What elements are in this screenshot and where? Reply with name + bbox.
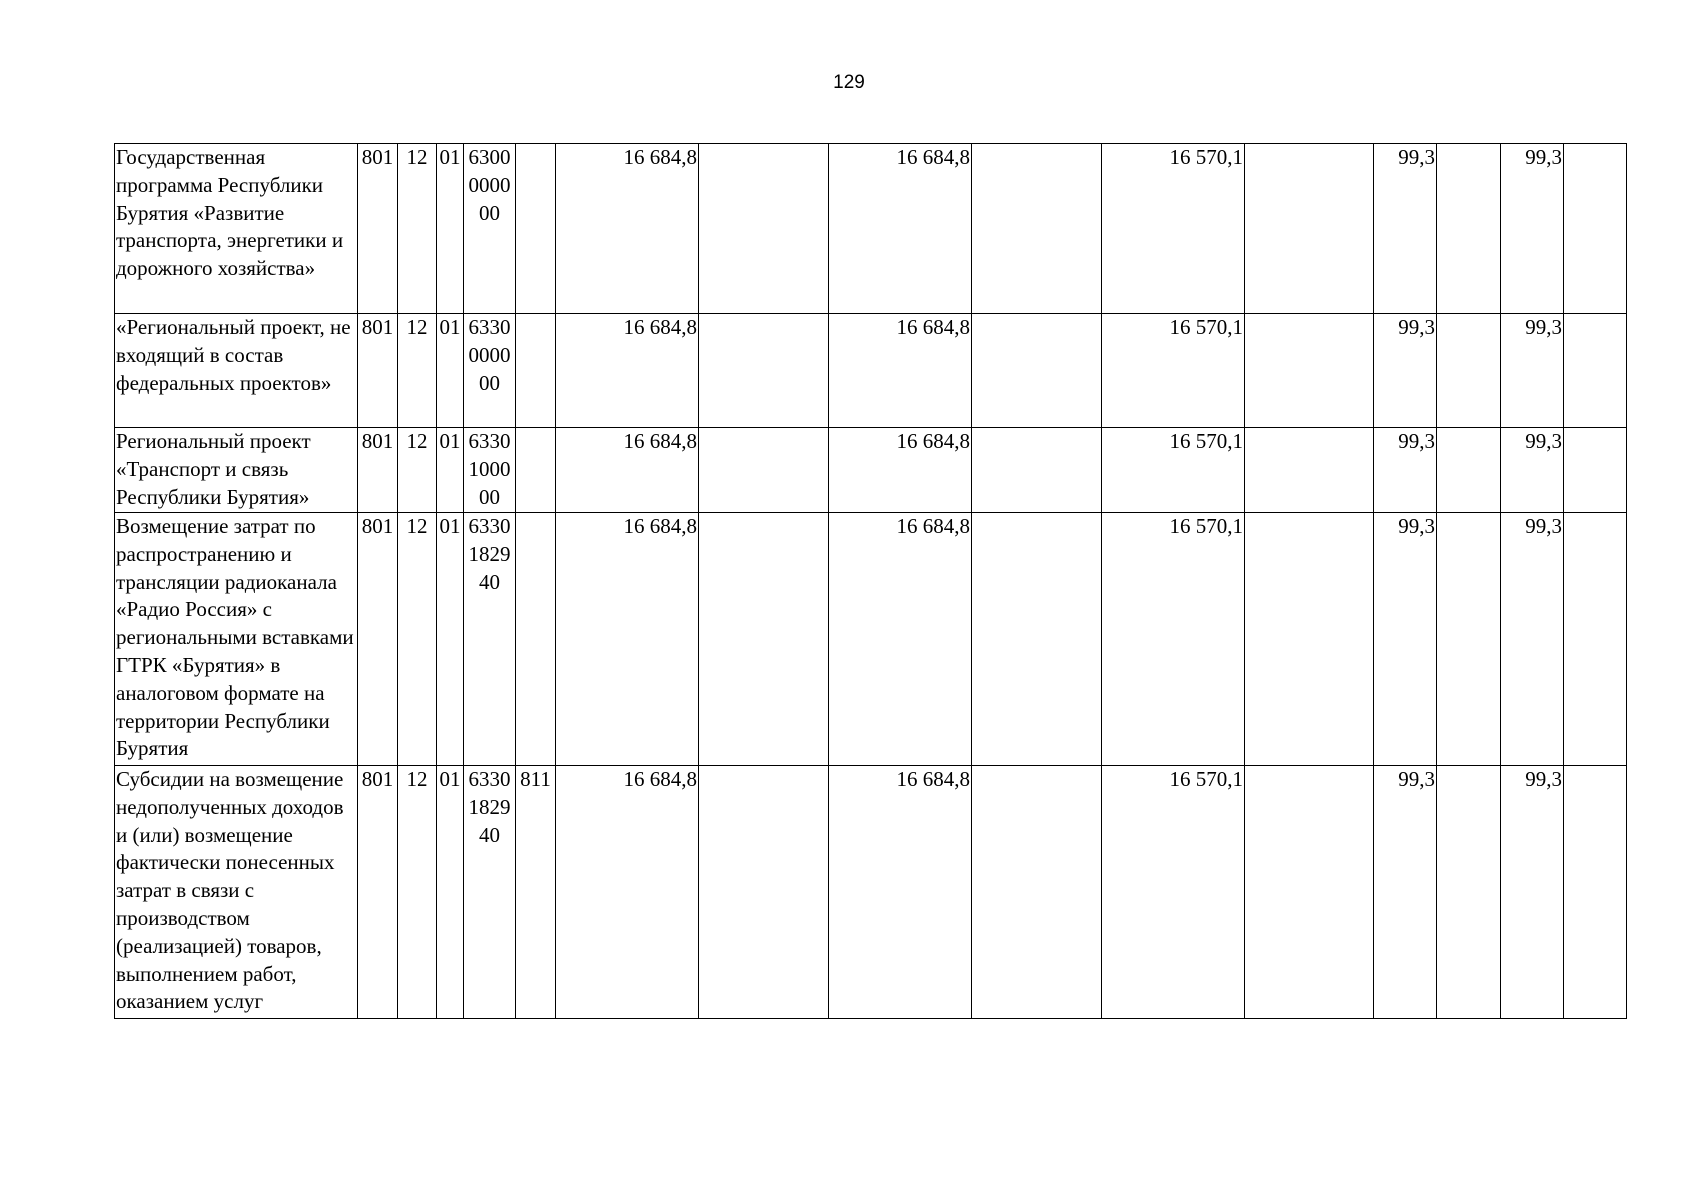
cell-percent-2: 99,3 bbox=[1501, 428, 1564, 513]
cell-empty bbox=[699, 428, 829, 513]
cell-percent-2: 99,3 bbox=[1501, 144, 1564, 314]
cell-rz: 12 bbox=[398, 314, 437, 428]
cell-pr: 01 bbox=[437, 428, 464, 513]
cell-vr bbox=[516, 314, 556, 428]
cell-empty bbox=[1245, 766, 1374, 1019]
cell-csr: 6330182940 bbox=[464, 513, 516, 766]
cell-empty bbox=[1245, 144, 1374, 314]
cell-empty bbox=[1564, 766, 1627, 1019]
cell-empty bbox=[699, 314, 829, 428]
cell-percent-1: 99,3 bbox=[1374, 766, 1437, 1019]
cell-pr: 01 bbox=[437, 766, 464, 1019]
cell-value-1: 16 684,8 bbox=[556, 314, 699, 428]
cell-value-3: 16 570,1 bbox=[1102, 766, 1245, 1019]
cell-gr: 801 bbox=[358, 513, 398, 766]
cell-csr: 6330000000 bbox=[464, 314, 516, 428]
cell-percent-1: 99,3 bbox=[1374, 314, 1437, 428]
cell-empty bbox=[1437, 766, 1501, 1019]
table-row bbox=[115, 314, 1627, 428]
cell-empty bbox=[1437, 314, 1501, 428]
table-row bbox=[115, 428, 1627, 513]
cell-value-1: 16 684,8 bbox=[556, 144, 699, 314]
cell-empty bbox=[1564, 513, 1627, 766]
cell-empty bbox=[1564, 314, 1627, 428]
cell-empty bbox=[1437, 144, 1501, 314]
cell-value-2: 16 684,8 bbox=[829, 144, 972, 314]
cell-csr: 6300000000 bbox=[464, 144, 516, 314]
cell-empty bbox=[1437, 513, 1501, 766]
table-row bbox=[115, 513, 1627, 766]
cell-empty bbox=[1245, 513, 1374, 766]
cell-empty bbox=[1564, 428, 1627, 513]
cell-empty bbox=[972, 144, 1102, 314]
cell-value-3: 16 570,1 bbox=[1102, 428, 1245, 513]
cell-rz: 12 bbox=[398, 766, 437, 1019]
cell-value-2: 16 684,8 bbox=[829, 513, 972, 766]
cell-rz: 12 bbox=[398, 513, 437, 766]
cell-empty bbox=[1437, 428, 1501, 513]
cell-pr: 01 bbox=[437, 513, 464, 766]
cell-empty bbox=[1245, 314, 1374, 428]
cell-value-1: 16 684,8 bbox=[556, 513, 699, 766]
row-name: Государственная программа Республики Бурятия «Развитие транспорта, энергетики и дорожного хозяйства» bbox=[115, 144, 358, 314]
cell-value-2: 16 684,8 bbox=[829, 428, 972, 513]
cell-percent-1: 99,3 bbox=[1374, 513, 1437, 766]
cell-value-3: 16 570,1 bbox=[1102, 513, 1245, 766]
cell-pr: 01 bbox=[437, 144, 464, 314]
cell-percent-1: 99,3 bbox=[1374, 144, 1437, 314]
cell-empty bbox=[972, 513, 1102, 766]
cell-pr: 01 bbox=[437, 314, 464, 428]
cell-rz: 12 bbox=[398, 428, 437, 513]
cell-empty bbox=[699, 766, 829, 1019]
cell-gr: 801 bbox=[358, 766, 398, 1019]
row-name: Возмещение затрат по распространению и трансляции радиоканала «Радио Россия» с региональными вставками ГТРК «Бурятия» в аналоговом формате на территории Республики Бурятия bbox=[115, 513, 358, 766]
cell-gr: 801 bbox=[358, 428, 398, 513]
budget-table bbox=[114, 143, 1627, 1019]
row-name: Субсидии на возмещение недополученных доходов и (или) возмещение фактически понесенных затрат в связи с производством (реализацией) товаров, выполнением работ, оказанием услуг bbox=[115, 766, 358, 1019]
cell-empty bbox=[972, 314, 1102, 428]
cell-percent-2: 99,3 bbox=[1501, 513, 1564, 766]
row-name: «Региональный проект, не входящий в состав федеральных проектов» bbox=[115, 314, 358, 428]
cell-value-3: 16 570,1 bbox=[1102, 314, 1245, 428]
cell-csr: 6330182940 bbox=[464, 766, 516, 1019]
cell-gr: 801 bbox=[358, 314, 398, 428]
cell-vr bbox=[516, 144, 556, 314]
cell-percent-2: 99,3 bbox=[1501, 314, 1564, 428]
cell-csr: 6330100000 bbox=[464, 428, 516, 513]
cell-percent-2: 99,3 bbox=[1501, 766, 1564, 1019]
cell-empty bbox=[972, 428, 1102, 513]
cell-vr bbox=[516, 513, 556, 766]
cell-value-1: 16 684,8 bbox=[556, 428, 699, 513]
cell-empty bbox=[699, 513, 829, 766]
page-number: 129 bbox=[833, 72, 865, 93]
cell-value-2: 16 684,8 bbox=[829, 314, 972, 428]
cell-empty bbox=[699, 144, 829, 314]
cell-rz: 12 bbox=[398, 144, 437, 314]
cell-empty bbox=[1564, 144, 1627, 314]
cell-empty bbox=[972, 766, 1102, 1019]
row-name: Региональный проект «Транспорт и связь Республики Бурятия» bbox=[115, 428, 358, 513]
cell-empty bbox=[1245, 428, 1374, 513]
cell-percent-1: 99,3 bbox=[1374, 428, 1437, 513]
table-row bbox=[115, 766, 1627, 1019]
cell-gr: 801 bbox=[358, 144, 398, 314]
table-row bbox=[115, 144, 1627, 314]
cell-vr bbox=[516, 428, 556, 513]
cell-value-2: 16 684,8 bbox=[829, 766, 972, 1019]
cell-value-1: 16 684,8 bbox=[556, 766, 699, 1019]
cell-value-3: 16 570,1 bbox=[1102, 144, 1245, 314]
cell-vr: 811 bbox=[516, 766, 556, 1019]
